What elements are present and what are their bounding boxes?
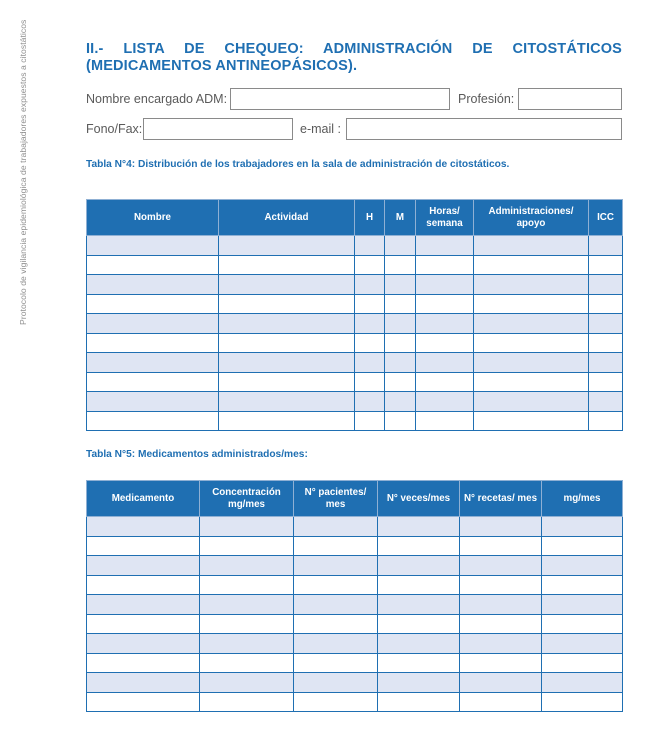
tabla4-cell[interactable] bbox=[219, 236, 355, 256]
tabla5-cell[interactable] bbox=[87, 595, 200, 615]
tabla5-cell[interactable] bbox=[378, 517, 460, 537]
tabla5-row bbox=[87, 673, 623, 693]
tabla5-cell[interactable] bbox=[87, 653, 200, 673]
tabla5-header-concentracion: Concentración mg/mes bbox=[200, 481, 294, 517]
fono-fax-field[interactable] bbox=[143, 118, 293, 140]
tabla5-cell[interactable] bbox=[294, 536, 378, 556]
tabla5-row bbox=[87, 536, 623, 556]
tabla5-cell[interactable] bbox=[542, 653, 623, 673]
tabla4-cell[interactable] bbox=[355, 392, 385, 412]
tabla5-header-veces-mes: N° veces/mes bbox=[378, 481, 460, 517]
tabla5-header-mg-mes: mg/mes bbox=[542, 481, 623, 517]
tabla4-header-actividad: Actividad bbox=[219, 200, 355, 236]
tabla5-cell[interactable] bbox=[87, 517, 200, 537]
tabla5-cell[interactable] bbox=[542, 614, 623, 634]
tabla5-cell[interactable] bbox=[87, 673, 200, 693]
tabla5-cell[interactable] bbox=[460, 673, 542, 693]
tabla5-cell[interactable] bbox=[200, 614, 294, 634]
tabla4-cell[interactable] bbox=[219, 294, 355, 314]
tabla4-cell[interactable] bbox=[219, 411, 355, 431]
tabla4-cell[interactable] bbox=[87, 411, 219, 431]
tabla4-cell[interactable] bbox=[474, 236, 589, 256]
tabla5-cell[interactable] bbox=[378, 575, 460, 595]
tabla4-cell[interactable] bbox=[474, 294, 589, 314]
tabla4-cell[interactable] bbox=[87, 294, 219, 314]
tabla5-cell[interactable] bbox=[294, 517, 378, 537]
tabla4-cell[interactable] bbox=[589, 411, 623, 431]
tabla4-cell[interactable] bbox=[219, 275, 355, 295]
tabla4-cell[interactable] bbox=[355, 275, 385, 295]
tabla5-cell[interactable] bbox=[294, 634, 378, 654]
tabla4-row bbox=[87, 275, 623, 295]
tabla5-cell[interactable] bbox=[294, 653, 378, 673]
tabla5-row bbox=[87, 517, 623, 537]
tabla4-cell[interactable] bbox=[416, 392, 474, 412]
tabla5-cell[interactable] bbox=[460, 575, 542, 595]
tabla5-cell[interactable] bbox=[200, 556, 294, 576]
tabla4-header-horas-semana: Horas/ semana bbox=[416, 200, 474, 236]
tabla4-cell[interactable] bbox=[416, 255, 474, 275]
tabla4-cell[interactable] bbox=[355, 353, 385, 373]
tabla4-cell[interactable] bbox=[589, 294, 623, 314]
tabla4-cell[interactable] bbox=[474, 353, 589, 373]
tabla4-cell[interactable] bbox=[474, 411, 589, 431]
tabla4-cell[interactable] bbox=[589, 372, 623, 392]
tabla5-cell[interactable] bbox=[460, 634, 542, 654]
tabla4-table bbox=[86, 199, 623, 431]
tabla4-cell[interactable] bbox=[416, 275, 474, 295]
tabla4-cell[interactable] bbox=[589, 255, 623, 275]
tabla5-cell[interactable] bbox=[87, 575, 200, 595]
tabla5-cell[interactable] bbox=[542, 673, 623, 693]
tabla5-cell[interactable] bbox=[542, 517, 623, 537]
tabla5-header-row bbox=[87, 481, 623, 517]
tabla4-cell[interactable] bbox=[385, 411, 416, 431]
tabla4-row bbox=[87, 392, 623, 412]
tabla4-cell[interactable] bbox=[589, 353, 623, 373]
email-field[interactable] bbox=[346, 118, 622, 140]
tabla5-row bbox=[87, 575, 623, 595]
tabla4-row bbox=[87, 372, 623, 392]
tabla5-cell[interactable] bbox=[200, 517, 294, 537]
tabla4-cell[interactable] bbox=[87, 392, 219, 412]
tabla4-cell[interactable] bbox=[474, 372, 589, 392]
tabla4-cell[interactable] bbox=[416, 333, 474, 353]
tabla5-cell[interactable] bbox=[200, 692, 294, 712]
tabla4-cell[interactable] bbox=[355, 411, 385, 431]
tabla5-cell[interactable] bbox=[460, 692, 542, 712]
tabla4-cell[interactable] bbox=[385, 353, 416, 373]
tabla4-cell[interactable] bbox=[355, 294, 385, 314]
tabla4-cell[interactable] bbox=[87, 314, 219, 334]
tabla4-cell[interactable] bbox=[219, 392, 355, 412]
tabla4-row bbox=[87, 353, 623, 373]
tabla4-cell[interactable] bbox=[474, 333, 589, 353]
tabla5-cell[interactable] bbox=[87, 556, 200, 576]
profesion-label: Profesión: bbox=[458, 92, 515, 106]
nombre-encargado-field[interactable] bbox=[230, 88, 450, 110]
tabla4-row bbox=[87, 314, 623, 334]
side-running-header: Protocolo de vigilancia epidemiológica de trabajadores expuestos a citostáticos bbox=[18, 20, 28, 326]
tabla4-cell[interactable] bbox=[589, 392, 623, 412]
tabla4-cell[interactable] bbox=[474, 275, 589, 295]
tabla5-cell[interactable] bbox=[87, 536, 200, 556]
tabla4-caption: Tabla N°4: Distribución de los trabajadores en la sala de administración de citostáticos. bbox=[86, 159, 510, 170]
tabla4-cell[interactable] bbox=[385, 275, 416, 295]
tabla5-cell[interactable] bbox=[378, 653, 460, 673]
tabla5-cell[interactable] bbox=[200, 653, 294, 673]
nombre-encargado-label: Nombre encargado ADM: bbox=[86, 92, 228, 106]
tabla5-cell[interactable] bbox=[87, 614, 200, 634]
tabla5-header-recetas-mes: N° recetas/ mes bbox=[460, 481, 542, 517]
profesion-field[interactable] bbox=[518, 88, 622, 110]
tabla5-row bbox=[87, 614, 623, 634]
tabla5-cell[interactable] bbox=[87, 692, 200, 712]
tabla4-cell[interactable] bbox=[416, 314, 474, 334]
tabla4-cell[interactable] bbox=[355, 372, 385, 392]
tabla5-cell[interactable] bbox=[460, 556, 542, 576]
tabla4-cell[interactable] bbox=[416, 372, 474, 392]
tabla5-cell[interactable] bbox=[294, 692, 378, 712]
tabla4-cell[interactable] bbox=[219, 353, 355, 373]
tabla4-cell[interactable] bbox=[355, 255, 385, 275]
tabla5-cell[interactable] bbox=[294, 556, 378, 576]
tabla5-cell[interactable] bbox=[200, 575, 294, 595]
tabla4-cell[interactable] bbox=[385, 294, 416, 314]
tabla4-row bbox=[87, 411, 623, 431]
tabla4-header-h: H bbox=[355, 200, 385, 236]
tabla5-cell[interactable] bbox=[294, 614, 378, 634]
tabla4-cell[interactable] bbox=[589, 333, 623, 353]
tabla4-cell[interactable] bbox=[385, 314, 416, 334]
tabla4-header-icc: ICC bbox=[589, 200, 623, 236]
tabla4-cell[interactable] bbox=[87, 236, 219, 256]
tabla5-cell[interactable] bbox=[294, 673, 378, 693]
tabla5-cell[interactable] bbox=[460, 517, 542, 537]
tabla5-cell[interactable] bbox=[542, 692, 623, 712]
tabla4-cell[interactable] bbox=[219, 314, 355, 334]
tabla5-cell[interactable] bbox=[542, 595, 623, 615]
tabla5-cell[interactable] bbox=[378, 614, 460, 634]
tabla4-cell[interactable] bbox=[87, 255, 219, 275]
tabla4-cell[interactable] bbox=[416, 411, 474, 431]
tabla4-cell[interactable] bbox=[219, 333, 355, 353]
tabla4-cell[interactable] bbox=[589, 314, 623, 334]
tabla5-cell[interactable] bbox=[378, 673, 460, 693]
tabla5-cell[interactable] bbox=[87, 634, 200, 654]
tabla4-row bbox=[87, 294, 623, 314]
tabla4-cell[interactable] bbox=[87, 353, 219, 373]
tabla5-cell[interactable] bbox=[460, 536, 542, 556]
fono-fax-label: Fono/Fax: bbox=[86, 122, 143, 136]
tabla5-cell[interactable] bbox=[542, 536, 623, 556]
tabla4-cell[interactable] bbox=[355, 236, 385, 256]
tabla4-cell[interactable] bbox=[355, 314, 385, 334]
tabla5-cell[interactable] bbox=[378, 634, 460, 654]
tabla5-cell[interactable] bbox=[294, 595, 378, 615]
tabla4-cell[interactable] bbox=[474, 314, 589, 334]
tabla5-cell[interactable] bbox=[542, 634, 623, 654]
tabla5-row bbox=[87, 634, 623, 654]
tabla4-cell[interactable] bbox=[355, 333, 385, 353]
tabla5-cell[interactable] bbox=[200, 536, 294, 556]
tabla4-cell[interactable] bbox=[385, 392, 416, 412]
tabla4-cell[interactable] bbox=[416, 294, 474, 314]
tabla4-cell[interactable] bbox=[87, 275, 219, 295]
tabla4-cell[interactable] bbox=[385, 333, 416, 353]
tabla4-cell[interactable] bbox=[589, 275, 623, 295]
tabla4-cell[interactable] bbox=[474, 255, 589, 275]
tabla5-row bbox=[87, 556, 623, 576]
tabla4-header-administraciones-apoyo: Administraciones/ apoyo bbox=[474, 200, 589, 236]
tabla4-row bbox=[87, 236, 623, 256]
tabla5-cell[interactable] bbox=[378, 692, 460, 712]
tabla4-header-nombre: Nombre bbox=[87, 200, 219, 236]
tabla5-cell[interactable] bbox=[200, 595, 294, 615]
tabla4-cell[interactable] bbox=[87, 372, 219, 392]
tabla5-header-medicamento: Medicamento bbox=[87, 481, 200, 517]
tabla5-row bbox=[87, 692, 623, 712]
tabla4-row bbox=[87, 255, 623, 275]
tabla5-cell[interactable] bbox=[200, 673, 294, 693]
tabla4-cell[interactable] bbox=[474, 392, 589, 412]
tabla4-cell[interactable] bbox=[219, 255, 355, 275]
tabla5-caption: Tabla N°5: Medicamentos administrados/mes: bbox=[86, 449, 308, 460]
tabla5-cell[interactable] bbox=[200, 634, 294, 654]
tabla5-cell[interactable] bbox=[460, 614, 542, 634]
tabla4-header-row bbox=[87, 200, 623, 236]
tabla5-header-pacientes-mes: N° pacientes/ mes bbox=[294, 481, 378, 517]
tabla5-cell[interactable] bbox=[542, 556, 623, 576]
tabla5-cell[interactable] bbox=[378, 536, 460, 556]
tabla5-cell[interactable] bbox=[378, 556, 460, 576]
tabla4-row bbox=[87, 333, 623, 353]
tabla4-cell[interactable] bbox=[385, 372, 416, 392]
tabla5-cell[interactable] bbox=[378, 595, 460, 615]
tabla4-cell[interactable] bbox=[87, 333, 219, 353]
tabla4-header-m: M bbox=[385, 200, 416, 236]
tabla5-table bbox=[86, 480, 623, 712]
tabla4-cell[interactable] bbox=[416, 353, 474, 373]
email-label: e-mail : bbox=[300, 122, 341, 136]
tabla4-cell[interactable] bbox=[416, 236, 474, 256]
tabla5-row bbox=[87, 595, 623, 615]
section-title: II.- LISTA DE CHEQUEO: ADMINISTRACIÓN DE CITOSTÁTICOS (MEDICAMENTOS ANTINEOPÁSICOS). bbox=[86, 41, 622, 74]
tabla4-cell[interactable] bbox=[589, 236, 623, 256]
tabla4-cell[interactable] bbox=[385, 255, 416, 275]
tabla5-cell[interactable] bbox=[460, 595, 542, 615]
tabla5-cell[interactable] bbox=[460, 653, 542, 673]
tabla5-row bbox=[87, 653, 623, 673]
tabla5-cell[interactable] bbox=[542, 575, 623, 595]
tabla4-cell[interactable] bbox=[385, 236, 416, 256]
tabla5-cell[interactable] bbox=[294, 575, 378, 595]
tabla4-cell[interactable] bbox=[219, 372, 355, 392]
